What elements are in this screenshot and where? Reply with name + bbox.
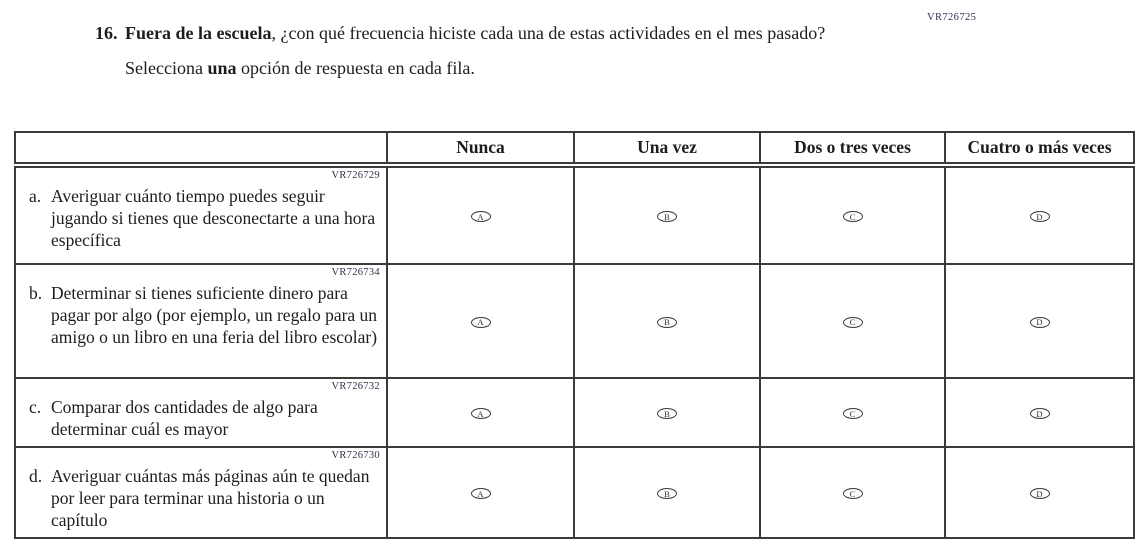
row-stem <box>24 282 380 348</box>
row-d-cell-una-vez <box>574 447 760 538</box>
item-code: VR726730 <box>331 450 380 461</box>
row-a-stem-cell <box>15 165 387 264</box>
instruction-bold: una <box>207 58 237 78</box>
option-bubble-c[interactable]: C <box>843 488 863 499</box>
header-row <box>15 132 1134 165</box>
row-text: Averiguar cuántas más páginas aún te quedan por leer para terminar una historia o un capítulo <box>51 466 370 530</box>
row-letter: d. <box>29 466 43 486</box>
row-a-cell-dos-o-tres <box>760 165 945 264</box>
option-bubble-b[interactable]: B <box>657 488 677 499</box>
row-c-stem-cell <box>15 378 387 447</box>
header-empty <box>15 132 387 165</box>
row-letter: b. <box>29 283 43 303</box>
item-code: VR726734 <box>331 267 380 278</box>
row-c-cell-dos-o-tres <box>760 378 945 447</box>
option-bubble-a[interactable]: A <box>471 211 491 222</box>
option-bubble-a[interactable]: A <box>471 408 491 419</box>
page-accession-code: VR726725 <box>927 12 977 23</box>
option-bubble-b[interactable]: B <box>657 408 677 419</box>
item-code: VR726729 <box>331 170 380 181</box>
instruction-pre: Selecciona <box>125 58 208 78</box>
row-b-cell-cuatro-o-mas <box>945 264 1134 378</box>
table-row-d <box>15 447 1134 538</box>
table-row-a <box>15 165 1134 264</box>
instruction <box>125 56 895 80</box>
option-bubble-d[interactable]: D <box>1030 211 1050 222</box>
row-a-cell-cuatro-o-mas <box>945 165 1134 264</box>
row-stem <box>24 396 380 440</box>
instruction-post: opción de respuesta en cada fila. <box>236 58 475 78</box>
question-bold-lead: Fuera de la escuela <box>125 23 272 43</box>
row-letter: c. <box>29 397 42 417</box>
row-d-stem-cell <box>15 447 387 538</box>
header-dos-o-tres-veces: Dos o tres veces <box>760 132 945 165</box>
row-d-cell-nunca <box>387 447 574 538</box>
row-a-cell-una-vez <box>574 165 760 264</box>
row-b-cell-dos-o-tres <box>760 264 945 378</box>
option-bubble-c[interactable]: C <box>843 317 863 328</box>
row-letter: a. <box>29 186 42 206</box>
option-bubble-d[interactable]: D <box>1030 408 1050 419</box>
response-table <box>14 131 1135 539</box>
header-una-vez: Una vez <box>574 132 760 165</box>
question-block <box>95 20 895 80</box>
row-c-cell-nunca <box>387 378 574 447</box>
row-text: Comparar dos cantidades de algo para determinar cuál es mayor <box>51 397 318 439</box>
option-bubble-c[interactable]: C <box>843 211 863 222</box>
item-code: VR726732 <box>331 381 380 392</box>
row-stem <box>24 185 380 251</box>
table-row-c <box>15 378 1134 447</box>
row-b-cell-nunca <box>387 264 574 378</box>
row-stem <box>24 465 380 531</box>
question-rest: , ¿con qué frecuencia hiciste cada una de estas actividades en el mes pasado? <box>271 23 826 43</box>
option-bubble-d[interactable]: D <box>1030 317 1050 328</box>
option-bubble-a[interactable]: A <box>471 488 491 499</box>
option-bubble-c[interactable]: C <box>843 408 863 419</box>
row-text: Averiguar cuánto tiempo puedes seguir jugando si tienes que desconectarte a una hora específica <box>51 186 376 250</box>
row-a-cell-nunca <box>387 165 574 264</box>
question-text <box>125 20 887 46</box>
table-row-b <box>15 264 1134 378</box>
header-cuatro-o-mas-veces: Cuatro o más veces <box>945 132 1134 165</box>
header-nunca: Nunca <box>387 132 574 165</box>
row-b-stem-cell <box>15 264 387 378</box>
row-b-cell-una-vez <box>574 264 760 378</box>
row-d-cell-dos-o-tres <box>760 447 945 538</box>
option-bubble-b[interactable]: B <box>657 317 677 328</box>
row-d-cell-cuatro-o-mas <box>945 447 1134 538</box>
option-bubble-d[interactable]: D <box>1030 488 1050 499</box>
row-c-cell-una-vez <box>574 378 760 447</box>
option-bubble-b[interactable]: B <box>657 211 677 222</box>
question-number: 16. <box>95 23 118 43</box>
row-text: Determinar si tienes suficiente dinero para pagar por algo (por ejemplo, un regalo para un amigo o un libro en una feria del libro escolar) <box>51 283 378 347</box>
option-bubble-a[interactable]: A <box>471 317 491 328</box>
row-c-cell-cuatro-o-mas <box>945 378 1134 447</box>
